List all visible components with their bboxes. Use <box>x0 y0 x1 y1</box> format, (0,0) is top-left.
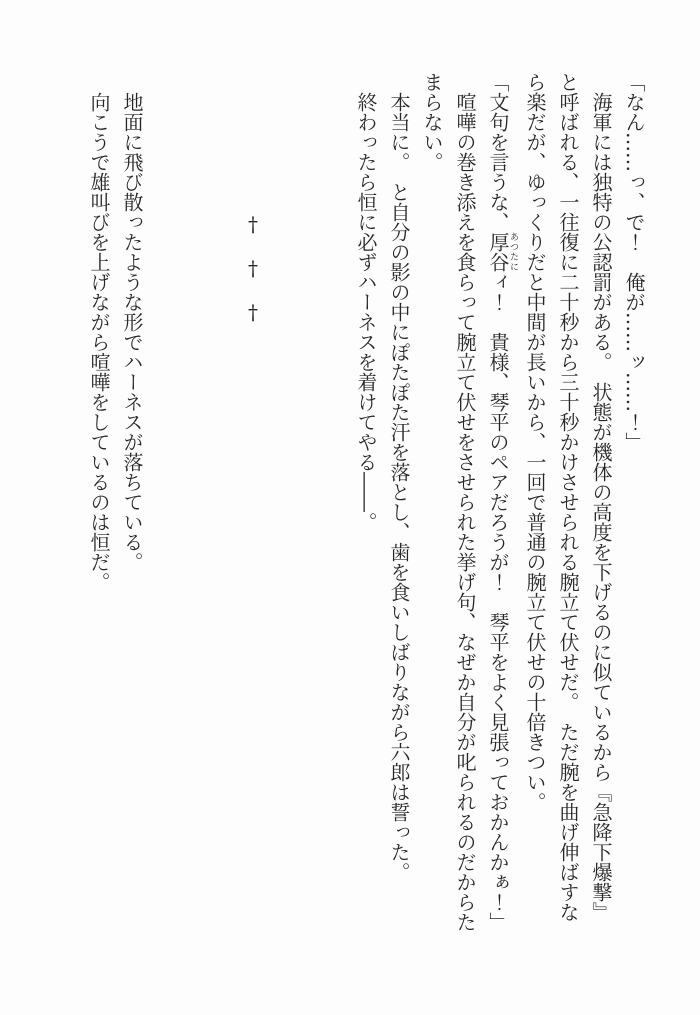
paragraph-narrative-5: 地面に飛び散ったような形でハーネスが落ちている。 <box>120 92 144 572</box>
paragraph-dialogue-2 <box>481 72 518 934</box>
paragraph-narrative-3: 本当に。 と自分の影の中にぽたぽた汗を落とし、歯を食いしばりながら六郎は誓った。 <box>387 92 411 882</box>
vertical-text-area <box>50 72 650 934</box>
paragraph-narrative-2: 喧嘩の巻き添えを食らって腕立て伏せをさせられた挙げ句、なぜか自分が叱られるのだからたまらない。 <box>420 72 477 932</box>
paragraph-narrative-1: 海軍には独特の公認罰がある。 状態が機体の高度を下げるのに似ているから『急降下爆撃』と呼ばれる、一往復に二十秒から三十秒かけさせられる腕立て伏せだ。 ただ腕を曲げ伸ばすなら楽だが、ゆっくりだと中間が長いから、一回で普通の腕立て伏せの十倍きつい。 <box>523 72 613 922</box>
paragraph-dialogue-1: 「なん……っ、で！ 俺が……ッ……！」 <box>622 72 646 452</box>
paragraph-narrative-6: 向こうで雄叫びを上げながら喧嘩をしているのは恒だ。 <box>87 92 111 592</box>
dialogue-2-post-text: ィ！ 貴様、琴平のペアだろうが！ 琴平をよく見張っておかんかぁ！」 <box>486 272 510 932</box>
section-break-daggers: † † † <box>241 212 265 324</box>
ruby-base-text: 厚谷 <box>486 232 510 272</box>
ruby-annotation-text: あつたに <box>508 232 518 272</box>
ruby-furigana-atsutani <box>486 232 518 272</box>
dialogue-2-pre-text: 「文句を言うな、 <box>486 72 510 232</box>
paragraph-narrative-4: 終わったら恒に必ずハーネスを着けてやる――。 <box>354 92 378 532</box>
